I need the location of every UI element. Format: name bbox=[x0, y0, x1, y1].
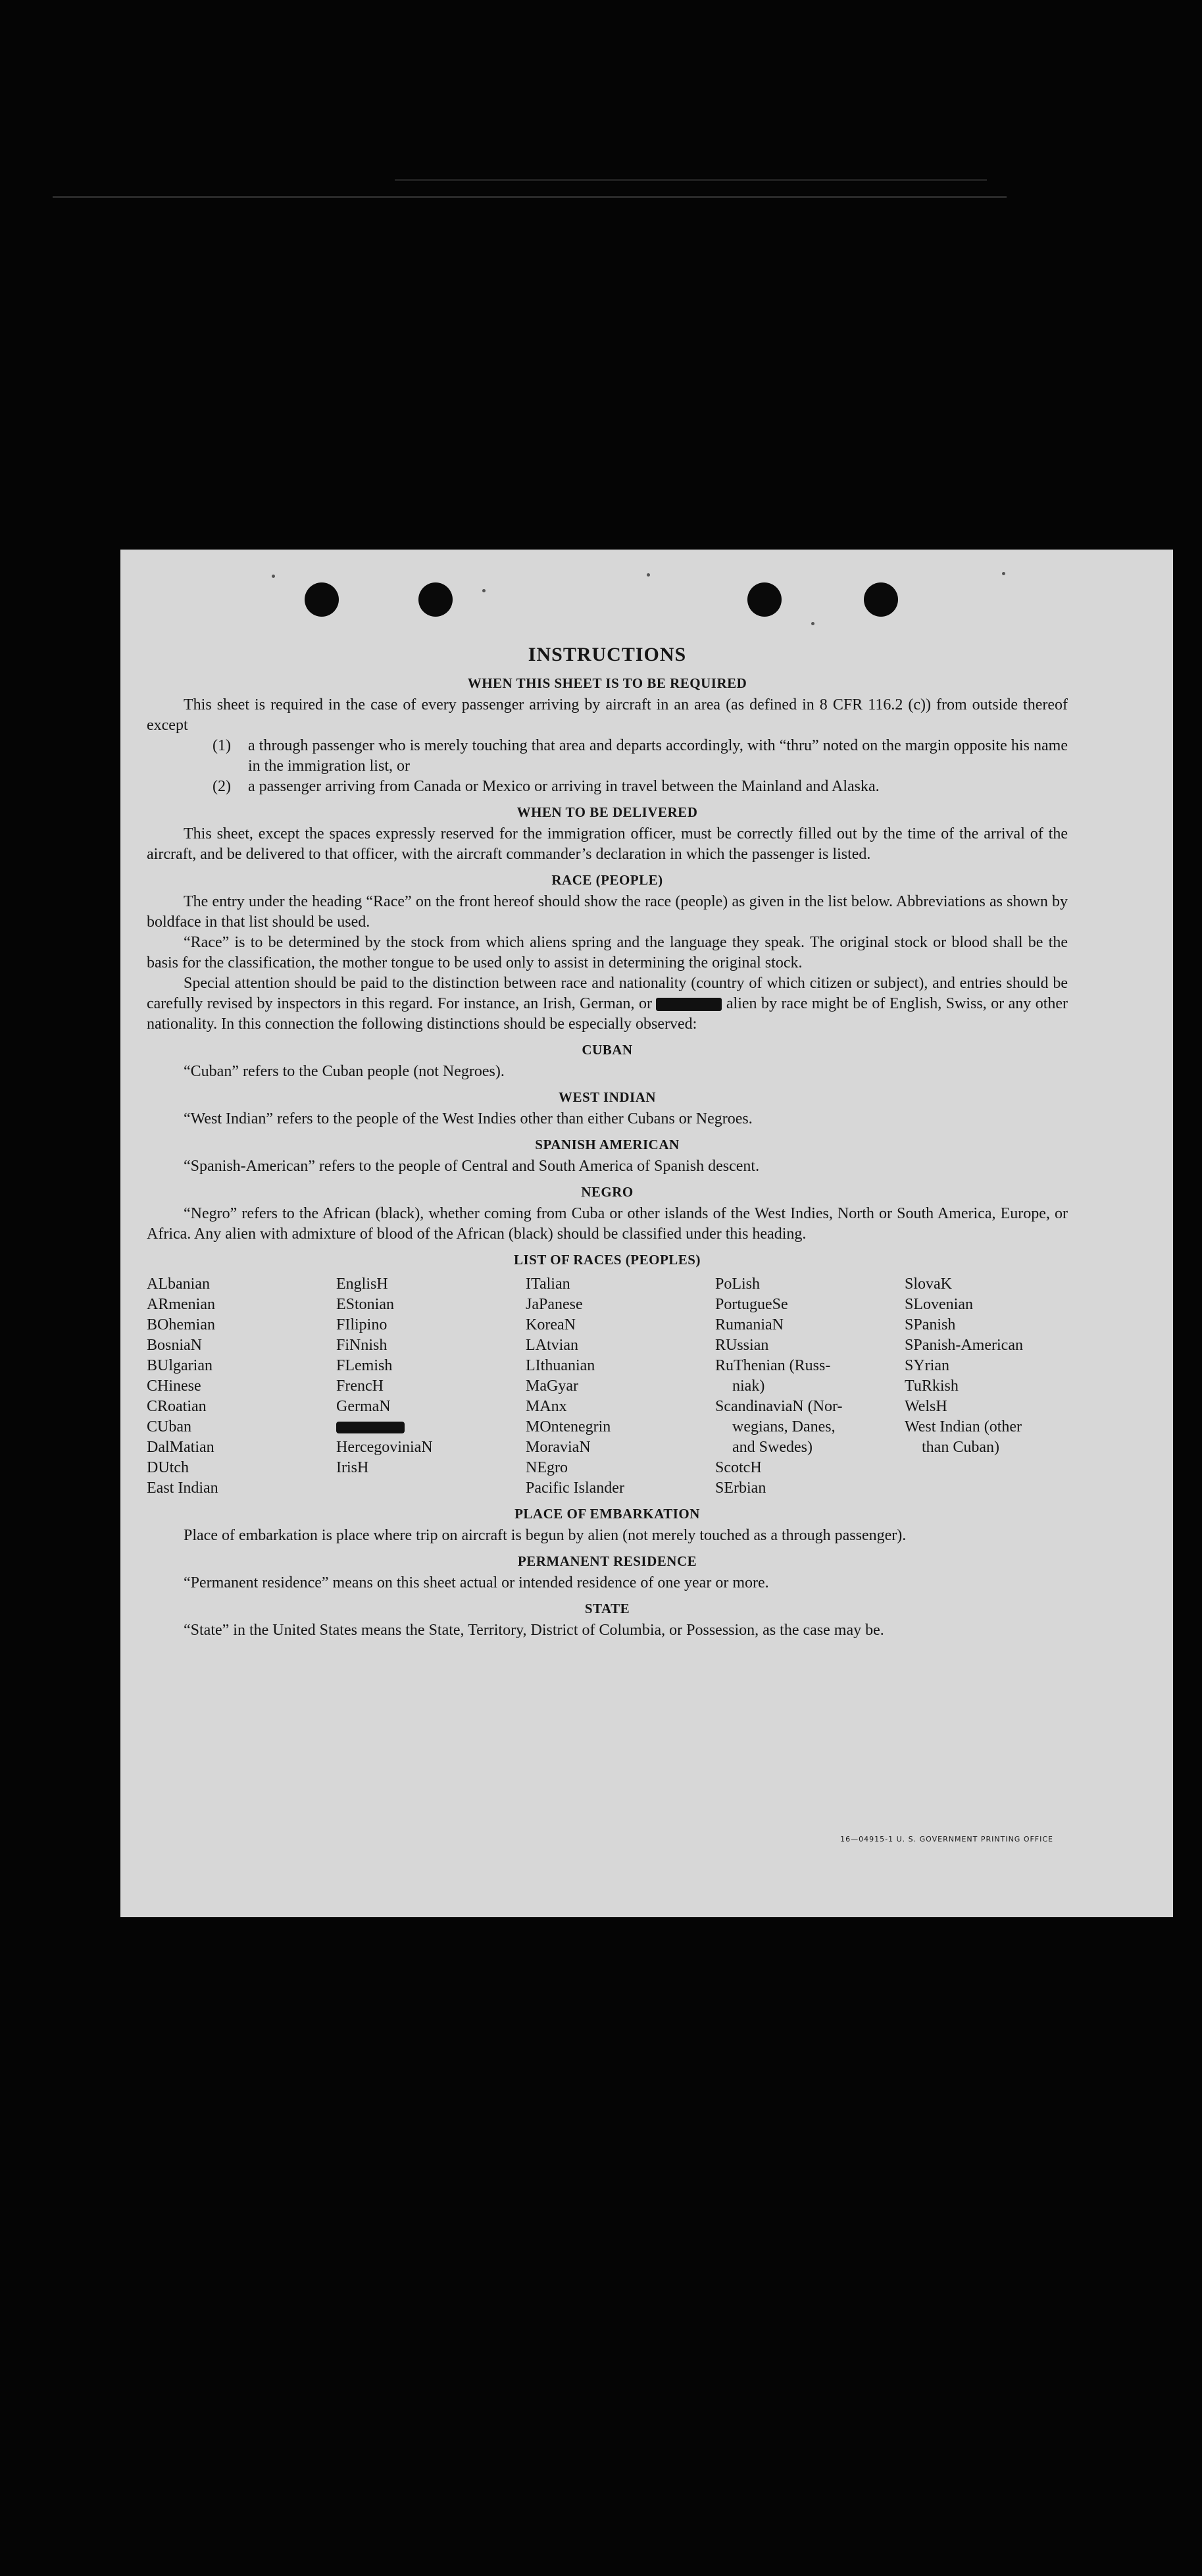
race-column-1 bbox=[147, 1274, 336, 1499]
race-entry: LAtvian bbox=[526, 1337, 578, 1354]
race-entry: DUtch bbox=[147, 1459, 189, 1476]
race-entry: FiNnish bbox=[336, 1337, 388, 1354]
race-entry: Pacific Islander bbox=[526, 1480, 624, 1497]
race-entry-continued: wegians, Danes, bbox=[732, 1418, 836, 1435]
race-entry: FLemish bbox=[336, 1357, 393, 1374]
race-entry: CHinese bbox=[147, 1378, 201, 1395]
delivered-text: This sheet, except the spaces expressly reserved for the immigration officer, must be correctly filled out by the time of the arrival of the aircraft, and be delivered to that officer, with the aircraft commander’s declaration in which the passenger is listed. bbox=[147, 825, 1068, 863]
race-column-3 bbox=[526, 1274, 715, 1499]
section-heading-negro: NEGRO bbox=[581, 1184, 634, 1200]
race-entry: MaGyar bbox=[526, 1378, 578, 1395]
punch-hole bbox=[747, 582, 782, 617]
race-entry: BUlgarian bbox=[147, 1357, 213, 1374]
race-entry: EStonian bbox=[336, 1296, 394, 1313]
race-entry: SPanish bbox=[905, 1316, 956, 1333]
section-heading-state: STATE bbox=[584, 1601, 630, 1616]
race-entry: RUssian bbox=[715, 1337, 769, 1354]
race-entry: East Indian bbox=[147, 1480, 218, 1497]
race-entry: IrisH bbox=[336, 1459, 369, 1476]
race-paragraph-1: The entry under the heading “Race” on the front hereof should show the race (people) as given in the list below. Abbreviations as shown by boldface in that list should be used. bbox=[147, 893, 1068, 931]
race-entry: LIthuanian bbox=[526, 1357, 595, 1374]
scan-speck bbox=[272, 575, 275, 578]
section-heading-residence: PERMANENT RESIDENCE bbox=[517, 1553, 697, 1569]
section-heading-embarkation: PLACE OF EMBARKATION bbox=[514, 1506, 700, 1522]
race-entry: ALbanian bbox=[147, 1275, 210, 1293]
punch-hole bbox=[864, 582, 898, 617]
instructions-content bbox=[147, 642, 1068, 1641]
race-entry: KoreaN bbox=[526, 1316, 576, 1333]
race-entry: MOntenegrin bbox=[526, 1418, 611, 1435]
exception-text: a through passenger who is merely touching that area and departs accordingly, with “thru” noted on the margin opposite his name in the immigration list, or bbox=[248, 737, 1068, 775]
section-heading-race: RACE (PEOPLE) bbox=[551, 872, 663, 888]
race-entry: PoLish bbox=[715, 1275, 761, 1293]
exception-text: a passenger arriving from Canada or Mexico or arriving in travel between the Mainland and Alaska. bbox=[248, 778, 880, 795]
state-text: “State” in the United States means the State, Territory, District of Columbia, or Possession, as the case may be. bbox=[184, 1622, 884, 1639]
race-entry: RumaniaN bbox=[715, 1316, 784, 1333]
race-entry: MAnx bbox=[526, 1398, 567, 1415]
document-sheet bbox=[120, 550, 1173, 1917]
section-heading-required: WHEN THIS SHEET IS TO BE REQUIRED bbox=[467, 675, 747, 691]
scan-speck bbox=[647, 573, 650, 577]
redaction-mark bbox=[336, 1422, 405, 1433]
race-entry: SLovenian bbox=[905, 1296, 973, 1313]
spanish-american-text: “Spanish-American” refers to the people of Central and South America of Spanish descent. bbox=[184, 1158, 760, 1175]
required-intro: This sheet is required in the case of every passenger arriving by aircraft in an area (as defined in 8 CFR 116.2 (c)) from outside thereof except bbox=[147, 696, 1068, 734]
race-entry-redacted bbox=[336, 1417, 526, 1437]
page-title: INSTRUCTIONS bbox=[528, 644, 687, 665]
race-entry: FrencH bbox=[336, 1378, 384, 1395]
race-entry: NEgro bbox=[526, 1459, 568, 1476]
race-entry-continued: and Swedes) bbox=[732, 1439, 813, 1456]
race-list bbox=[147, 1274, 1068, 1499]
race-entry: ScandinaviaN (Nor- bbox=[715, 1398, 843, 1415]
section-heading-spanish-american: SPANISH AMERICAN bbox=[535, 1137, 680, 1152]
race-paragraph-3 bbox=[147, 973, 1068, 1035]
west-indian-text: “West Indian” refers to the people of the West Indies other than either Cubans or Negroes. bbox=[184, 1110, 753, 1127]
exception-number: (1) bbox=[213, 737, 231, 754]
section-heading-delivered: WHEN TO BE DELIVERED bbox=[516, 804, 698, 820]
race-entry: West Indian (other bbox=[905, 1418, 1022, 1435]
race-entry: JaPanese bbox=[526, 1296, 583, 1313]
scan-speck bbox=[1002, 572, 1005, 575]
race-entry-continued: niak) bbox=[732, 1378, 765, 1395]
negro-text: “Negro” refers to the African (black), whether coming from Cuba or other islands of the West Indies, North or South America, Europe, or Africa. Any alien with admixture of blood of the African (black) should be classified under this heading. bbox=[147, 1205, 1068, 1243]
race-entry: SErbian bbox=[715, 1480, 766, 1497]
section-heading-list-of-races: LIST OF RACES (PEOPLES) bbox=[514, 1252, 701, 1268]
section-heading-west-indian: WEST INDIAN bbox=[558, 1089, 657, 1105]
race-entry: MoraviaN bbox=[526, 1439, 591, 1456]
race-column-5 bbox=[905, 1274, 1068, 1499]
race-entry: GermaN bbox=[336, 1398, 391, 1415]
race-paragraph-3-end: alien by race might be of English, Swiss, or any other nationality. In this connection the following distinctions should be especially observed: bbox=[147, 995, 1068, 1033]
race-entry: CRoatian bbox=[147, 1398, 207, 1415]
race-entry: ARmenian bbox=[147, 1296, 215, 1313]
race-entry: ITalian bbox=[526, 1275, 570, 1293]
exception-item bbox=[147, 777, 1068, 797]
race-paragraph-2: “Race” is to be determined by the stock from which aliens spring and the language they speak. The original stock or blood shall be the basis for the classification, the mother tongue to be used only to assist in determining the original stock. bbox=[147, 934, 1068, 971]
race-entry: ScotcH bbox=[715, 1459, 762, 1476]
scan-artifact bbox=[395, 179, 987, 181]
scan-speck bbox=[811, 622, 814, 625]
race-entry: BosniaN bbox=[147, 1337, 202, 1354]
race-entry: CUban bbox=[147, 1418, 191, 1435]
race-entry: FIlipino bbox=[336, 1316, 388, 1333]
race-entry: WelsH bbox=[905, 1398, 947, 1415]
cuban-text: “Cuban” refers to the Cuban people (not Negroes). bbox=[184, 1063, 505, 1080]
exception-item bbox=[147, 736, 1068, 777]
race-column-4 bbox=[715, 1274, 905, 1499]
scan-speck bbox=[482, 589, 486, 592]
race-entry: RuThenian (Russ- bbox=[715, 1357, 831, 1374]
race-entry: SPanish-American bbox=[905, 1337, 1023, 1354]
embarkation-text: Place of embarkation is place where trip on aircraft is begun by alien (not merely touched as a through passenger). bbox=[184, 1527, 907, 1544]
race-entry: HercegoviniaN bbox=[336, 1439, 433, 1456]
residence-text: “Permanent residence” means on this sheet actual or intended residence of one year or more. bbox=[184, 1574, 769, 1591]
punch-hole bbox=[305, 582, 339, 617]
race-entry: TuRkish bbox=[905, 1378, 959, 1395]
exception-number: (2) bbox=[213, 778, 231, 795]
race-entry: SYrian bbox=[905, 1357, 949, 1374]
race-entry-continued: than Cuban) bbox=[922, 1439, 999, 1456]
section-heading-cuban: CUBAN bbox=[582, 1042, 633, 1058]
punch-hole bbox=[418, 582, 453, 617]
race-entry: SlovaK bbox=[905, 1275, 952, 1293]
redaction-mark bbox=[656, 998, 722, 1011]
printing-office-code: 16—04915-1 U. S. GOVERNMENT PRINTING OFFICE bbox=[840, 1835, 1053, 1843]
scan-artifact bbox=[53, 196, 1007, 198]
race-entry: DalMatian bbox=[147, 1439, 214, 1456]
race-entry: EnglisH bbox=[336, 1275, 388, 1293]
race-entry: PortugueSe bbox=[715, 1296, 788, 1313]
race-entry: BOhemian bbox=[147, 1316, 215, 1333]
race-column-2 bbox=[336, 1274, 526, 1499]
race-paragraph-3-start: Special attention should be paid to the distinction between race and nationality (country of which citizen or subject), and entries should be carefully revised by inspectors in this regard. For instance, an Irish, German, or bbox=[147, 975, 1068, 1012]
